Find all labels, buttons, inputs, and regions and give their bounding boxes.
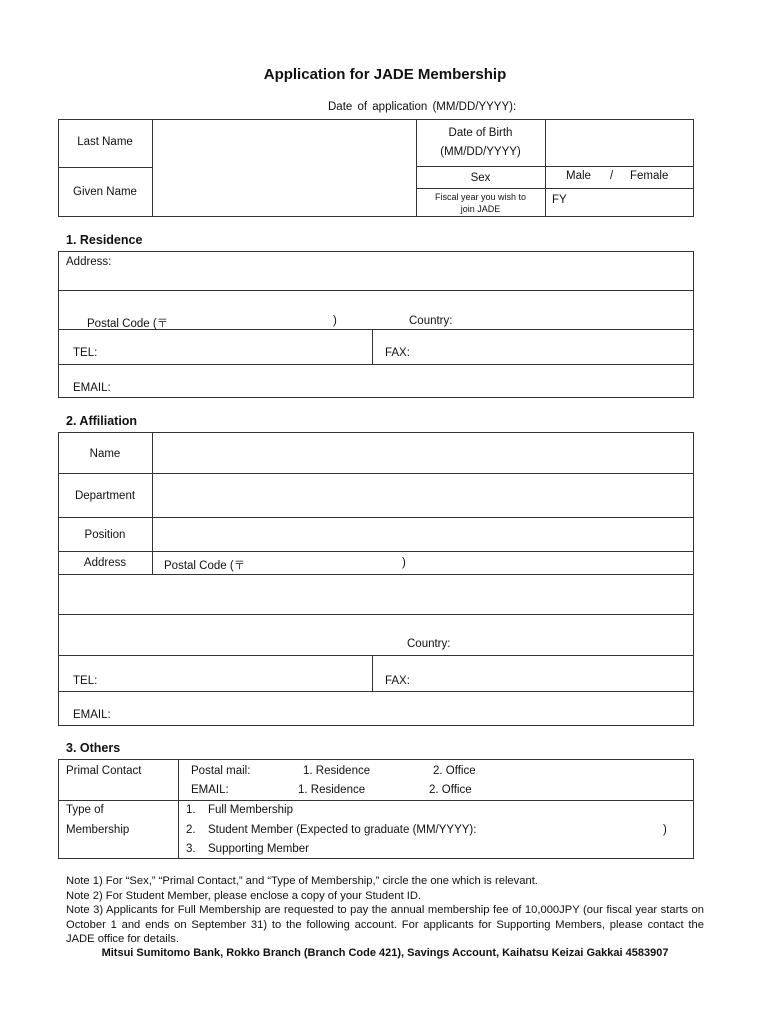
residence-heading: 1. Residence (66, 233, 143, 247)
postal-mail-office-option[interactable]: 2. Office (433, 765, 476, 777)
others-table (58, 759, 694, 859)
fiscal-year-label-line2: join JADE (460, 204, 501, 214)
affiliation-email-label: EMAIL: (73, 709, 111, 721)
affiliation-postal-code-label: Postal Code (〒 (164, 560, 246, 572)
affiliation-country-label: Country: (407, 638, 451, 650)
fiscal-year-label-line1: Fiscal year you wish to (434, 192, 527, 202)
affiliation-tel-label: TEL: (73, 675, 98, 687)
email-residence-option[interactable]: 1. Residence (298, 784, 366, 796)
note-3: Note 3) Applicants for Full Membership are requested to pay the annual membership fee of 10,000JPY (our fiscal year starts on October 1 and ends on September 31) to the following account. For applicants for Supporting Members, please contact the JADE office for details. (66, 904, 704, 946)
student-member-close: ) (663, 824, 667, 836)
supporting-member-number: 3. (186, 843, 196, 855)
fiscal-year-field[interactable]: FY (552, 194, 567, 206)
notes-section (66, 874, 704, 947)
type-of-membership-label-line1: Type of (66, 804, 104, 816)
full-membership-option[interactable]: Full Membership (208, 804, 293, 816)
last-name-field[interactable] (154, 121, 414, 165)
sex-separator: / (610, 170, 614, 182)
affiliation-position-field[interactable] (154, 519, 692, 549)
sex-male-option[interactable]: Male (566, 170, 591, 182)
residence-fax-label: FAX: (385, 347, 410, 359)
sex-label: Sex (470, 172, 491, 184)
affiliation-heading: 2. Affiliation (66, 414, 138, 428)
page-title: Application for JADE Membership (263, 66, 507, 83)
residence-country-label: Country: (409, 315, 453, 327)
residence-email-label: EMAIL: (73, 382, 111, 394)
email-office-option[interactable]: 2. Office (429, 784, 472, 796)
affiliation-position-label: Position (84, 529, 126, 541)
date-of-birth-format: (MM/DD/YYYY) (440, 146, 521, 158)
residence-tel-label: TEL: (73, 347, 98, 359)
affiliation-fax-label: FAX: (385, 675, 410, 687)
affiliation-name-field[interactable] (154, 434, 692, 471)
affiliation-department-label: Department (74, 490, 136, 502)
residence-address-label: Address: (66, 256, 112, 268)
bank-account-info: Mitsui Sumitomo Bank, Rokko Branch (Branch Code 421), Savings Account, Kaihatsu Keizai Gakkai 4583907 (101, 947, 669, 959)
given-name-label: Given Name (73, 186, 137, 198)
date-of-birth-field[interactable] (547, 121, 692, 165)
full-membership-number: 1. (186, 804, 196, 816)
primal-contact-postal-mail-label: Postal mail: (191, 765, 251, 777)
affiliation-address-label: Address (83, 557, 127, 569)
supporting-member-option[interactable]: Supporting Member (208, 843, 309, 855)
note-1: Note 1) For “Sex,” “Primal Contact,” and “Type of Membership,” circle the one which is relevant. (66, 875, 538, 887)
type-of-membership-label-line2: Membership (66, 824, 130, 836)
note-2: Note 2) For Student Member, please enclose a copy of your Student ID. (66, 889, 422, 902)
affiliation-name-label: Name (89, 448, 121, 460)
date-of-birth-label: Date of Birth (448, 127, 513, 139)
sex-female-option[interactable]: Female (630, 170, 669, 182)
residence-postal-code-label: Postal Code (〒 (87, 318, 169, 330)
residence-postal-code-close: ) (333, 315, 337, 327)
student-member-number: 2. (186, 824, 196, 836)
given-name-field[interactable] (154, 169, 414, 215)
others-heading: 3. Others (66, 741, 121, 755)
date-of-application-label: Date of application (MM/DD/YYYY): (328, 101, 517, 113)
postal-mail-residence-option[interactable]: 1. Residence (303, 765, 371, 777)
student-member-option[interactable]: Student Member (Expected to graduate (MM/YYYY): (208, 824, 477, 836)
affiliation-address-field[interactable] (60, 576, 692, 653)
affiliation-postal-code-close: ) (402, 557, 406, 569)
primal-contact-email-label: EMAIL: (191, 784, 229, 796)
primal-contact-label: Primal Contact (66, 765, 142, 777)
affiliation-department-field[interactable] (154, 475, 692, 515)
last-name-label: Last Name (77, 136, 133, 148)
